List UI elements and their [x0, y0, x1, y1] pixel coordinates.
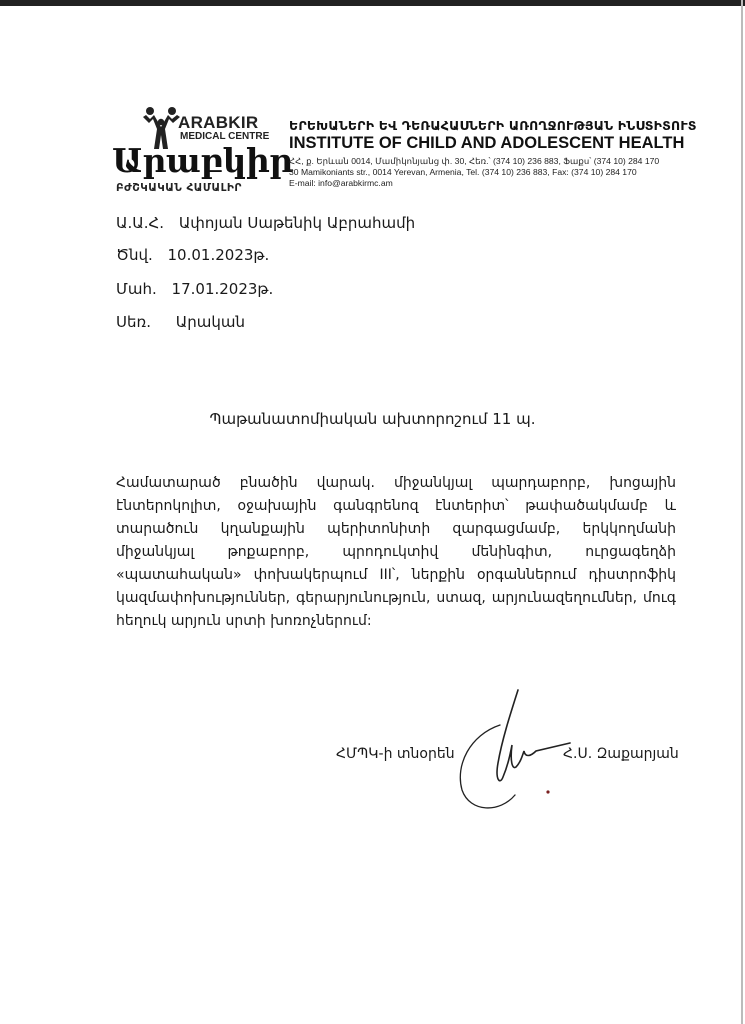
institute-header [289, 118, 719, 189]
document-title: Պաթանատոմիական ախտորոշում 11 պ. [209, 410, 536, 428]
death-date-row [116, 280, 273, 298]
email: E-mail: info@arabkirmc.am [289, 178, 393, 188]
logo-subtitle-hy: ԲԺՇԿԱԿԱՆ ՀԱՄԱԼԻՐ [116, 182, 242, 194]
arabkir-logo [112, 105, 293, 200]
logo-name-hy: Արաբկիր [112, 141, 293, 180]
signatory-role: ՀՄՊԿ-ի տնօրեն [336, 746, 455, 762]
birth-date-value: 10.01.2023թ. [167, 246, 270, 264]
institute-name-hy: ԵՐԵԽԱՆԵՐԻ ԵՎ ԴԵՌԱՀԱՍՆԵՐԻ ԱՌՈՂՋՈՒԹՅԱՆ ԻՆՍՏԻՏՈՒՏ [289, 118, 697, 133]
patient-name-label: Ա.Ա.Հ. [116, 214, 165, 232]
institute-name-en: INSTITUTE OF CHILD AND ADOLESCENT HEALTH [289, 134, 685, 152]
scan-right-edge [741, 0, 743, 1024]
patient-name-value: Ափոյան Սաթենիկ Աբրահամի [178, 214, 416, 232]
address-hy: ՀՀ, ք. Երևան 0014, Մամիկոնյանց փ. 30, Հեռ.՝ (374 10) 236 883, Ֆաքս՝ (374 10) 284 170 [289, 156, 660, 166]
scan-top-edge [0, 0, 745, 6]
death-date-label: Մահ. [116, 280, 157, 298]
diagnosis-text: Համատարած բնածին վարակ. միջանկյալ պարդաբորբ, խոցային էնտերոկոլիտ, օջախային գանգրենոզ էնտերիտ՝ թափածակմամբ և տարածուն կղանքային պերիտոնիտի զարգացմամբ, երկկողմանի միջանկյալ թոքաբորբ, պրոդուկտիվ մենինգիտ, ուրցագեղձի «պատահական» փոխակերպում III՝, ներքին օրգաններում դիստրոֆիկ կազմափոխություններ, գերարյունություն, ստազ, արյունազեղումներ, մուգ հեղուկ արյուն սրտի խոռոչներում: [116, 475, 676, 629]
birth-date-label: Ծնվ. [116, 246, 153, 264]
sex-row [116, 313, 245, 331]
logo-subtitle-en: MEDICAL CENTRE [180, 131, 270, 142]
logo-name-en: ARABKIR [178, 113, 259, 132]
sex-value: Արական [175, 313, 246, 331]
birth-date-row [116, 246, 269, 264]
death-date-value: 17.01.2023թ. [171, 280, 274, 298]
sex-label: Սեռ. [116, 313, 151, 331]
patient-name-row [116, 214, 415, 232]
address-en: 30 Mamikoniants str., 0014 Yerevan, Armenia, Tel. (374 10) 236 883, Fax: (374 10) 284 170 [289, 167, 637, 177]
signatory-name: Հ.Ս. Զաքարյան [563, 746, 679, 762]
handwritten-signature [440, 685, 580, 820]
